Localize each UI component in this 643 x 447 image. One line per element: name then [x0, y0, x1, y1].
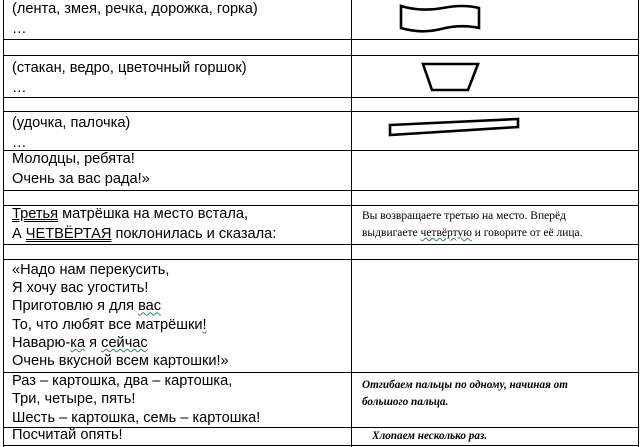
row7-line3: Шесть – картошка, семь – картошка!: [12, 409, 261, 426]
row6-line4-end: !: [202, 316, 207, 333]
row5-line1: [12, 205, 347, 225]
row6-line4-word: матрёшки: [135, 316, 203, 333]
stick-wedge-shape: [386, 115, 524, 143]
row6-line5-mid: я: [85, 334, 102, 351]
row8-note: [372, 428, 642, 445]
row7-line1: Раз – картошка, два – картошка,: [12, 373, 233, 389]
row2-text: [12, 59, 347, 98]
row-divider: [3, 259, 639, 260]
row1-line1: (лента, змея, речка, дорожка, горка): [12, 1, 258, 17]
row-divider: [3, 55, 639, 56]
row5-line2-rest: поклонилась и сказала:: [111, 225, 277, 242]
row5-line2-start: А: [12, 225, 26, 242]
row6-line1: «Надо нам перекусить,: [12, 262, 170, 278]
row6-line5-start: Наварю-: [12, 334, 71, 351]
row5-note-part: выдвигаете: [362, 227, 421, 239]
row5-note-word: четвёртую: [420, 227, 472, 239]
row6-line5-particle: ка: [70, 334, 86, 351]
row4-line2: Очень за вас рада!»: [12, 170, 150, 187]
row2-line2: …: [12, 79, 27, 96]
row7-line2: Три, четыре, пять!: [12, 391, 136, 408]
row6-line3-word: вас: [138, 298, 162, 315]
row5-note-rest: и говорите от её лица.: [471, 227, 583, 239]
row4-text: [12, 150, 347, 189]
row3-line2: …: [12, 134, 27, 151]
row6-line4: [12, 316, 347, 334]
row1-text: [12, 0, 347, 39]
row3-text: [12, 114, 347, 153]
row6-line5-word: сейчас: [101, 334, 148, 351]
row5-line2: [12, 225, 347, 245]
row6-line5: [12, 334, 347, 352]
row2-line1: (стакан, ведро, цветочный горшок): [12, 60, 247, 76]
row7-text: [12, 372, 347, 427]
row5-text: [12, 205, 347, 244]
row7-note: [362, 377, 632, 411]
row6-line4-start: То, что любят все: [12, 316, 136, 333]
row7-note-line1: Отгибаем пальцы по одному, начиная от: [362, 379, 568, 391]
row-divider: [3, 39, 639, 40]
table-column-divider: [351, 0, 352, 447]
word-tretya: Третья: [12, 206, 59, 222]
row7-note-line2: большого пальца.: [362, 396, 449, 408]
row5-note: [362, 208, 632, 242]
row3-line1: (удочка, палочка): [12, 115, 131, 131]
row6-line3: [12, 297, 347, 315]
bucket-trapezoid-shape: [418, 58, 482, 94]
row6-line3-start: Приготовлю я для: [12, 298, 139, 315]
row8-line1: Посчитай опять!: [12, 427, 123, 443]
row8-note-line1: Хлопаем несколько раз.: [372, 430, 488, 442]
table-right-border: [638, 0, 639, 447]
row8-text: [12, 426, 347, 446]
row-divider: [3, 244, 639, 245]
row6-line6: Очень вкусной всем картошки!»: [12, 353, 229, 370]
row6-text: [12, 261, 347, 370]
row5-line1-rest: матрёшка на место встала,: [58, 206, 249, 222]
row6-line2: Я хочу вас угостить!: [12, 280, 149, 297]
row5-note-line2: [362, 225, 632, 242]
table-left-border: [3, 0, 4, 447]
ribbon-shape: [395, 2, 485, 36]
row-divider: [3, 111, 639, 112]
row5-note-line1: Вы возвращаете третью на место. Вперёд: [362, 210, 566, 222]
row4-line1: Молодцы, ребята!: [12, 151, 135, 167]
row-divider: [3, 190, 639, 191]
word-chetvertaya: ЧЕТВЁРТАЯ: [25, 225, 112, 242]
row1-line2: …: [12, 20, 27, 37]
